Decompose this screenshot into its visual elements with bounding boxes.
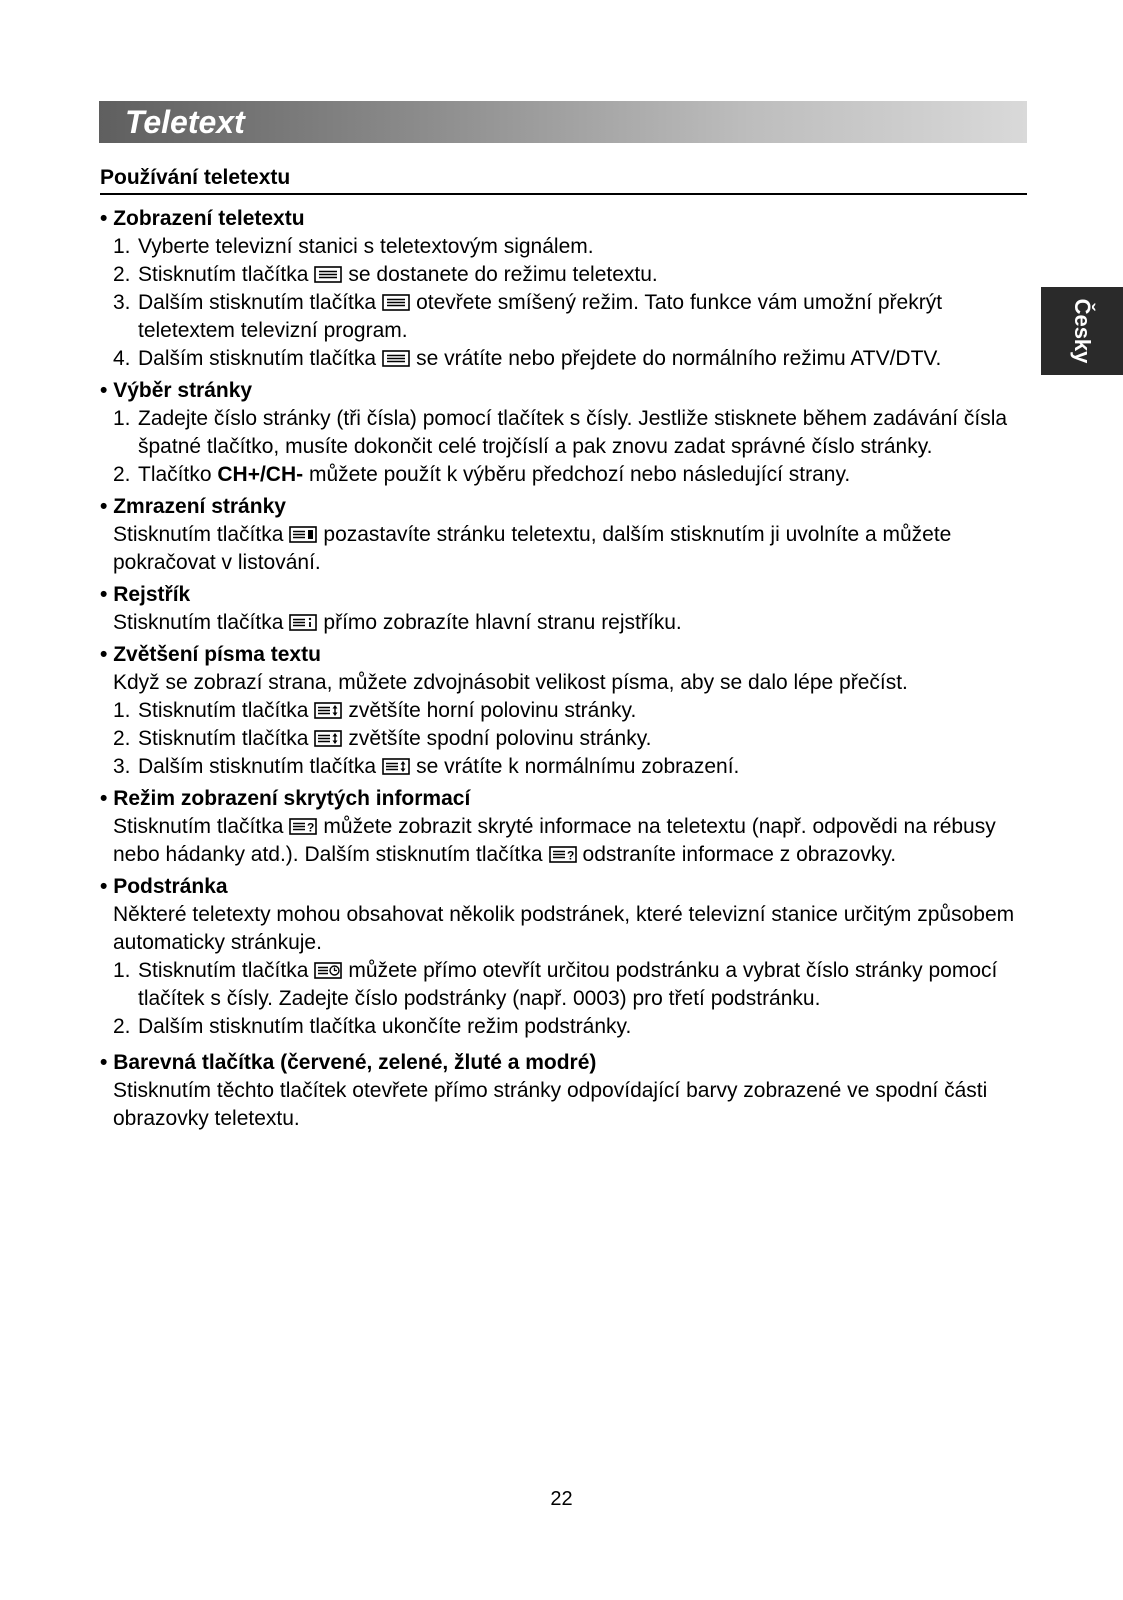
subheading-rejstrik: • Rejstřík — [100, 581, 1030, 609]
teletext-icon — [382, 350, 410, 367]
subheading-zmrazeni: • Zmrazení stránky — [100, 493, 1030, 521]
svg-text:?: ? — [566, 848, 574, 863]
teletext-icon — [314, 266, 342, 283]
list-item: 4. Dalším stisknutím tlačítka se vrátíte nebo přejdete do normálního režimu ATV/DTV. — [113, 347, 942, 370]
subheading-vyber: • Výběr stránky — [100, 377, 1030, 405]
reveal-icon — [289, 818, 317, 835]
size-icon — [382, 758, 410, 775]
list-item: 3. Dalším stisknutím tlačítka se vrátíte k normálnímu zobrazení. — [113, 755, 740, 778]
list-item: 2. Tlačítko CH+/CH- můžete použít k výběru předchozí nebo následující strany. — [113, 463, 851, 486]
subheading-zobrazeni: • Zobrazení teletextu — [100, 205, 1030, 233]
hold-icon — [289, 526, 317, 543]
page-number: 22 — [550, 1488, 573, 1510]
paragraph: Stisknutím tlačítka přímo zobrazíte hlavní stranu rejstříku. — [113, 611, 682, 634]
subheading-zvetseni: • Zvětšení písma textu — [100, 641, 1030, 669]
paragraph: Stisknutím tlačítka ? můžete zobrazit skryté informace na teletextu (např. odpovědi na rébusy nebo hádanky atd.). Dalším stisknutím tlačítka ? odstraníte informace z obrazovky. — [113, 815, 996, 866]
list-item: 1. Vyberte televizní stanici s teletextovým signálem. — [113, 235, 594, 258]
size-icon — [314, 730, 342, 747]
subheading-podstranka: • Podstránka — [100, 873, 1030, 901]
subpage-icon — [314, 962, 342, 979]
list-item: 2. Stisknutím tlačítka zvětšíte spodní polovinu stránky. — [113, 727, 652, 750]
paragraph: Stisknutím těchto tlačítek otevřete přímo stránky odpovídající barvy zobrazené ve spodní části obrazovky teletextu. — [113, 1079, 988, 1130]
list-item: 1. Stisknutím tlačítka zvětšíte horní polovinu stránky. — [113, 699, 637, 722]
index-icon — [289, 614, 317, 631]
subheading-barevna: • Barevná tlačítka (červené, zelené, žluté a modré) — [100, 1049, 1030, 1077]
section-heading: Používání teletextu — [100, 164, 1027, 195]
list-item: 1. Zadejte číslo stránky (tři čísla) pomocí tlačítek s čísly. Jestliže stisknete během zadávání čísla špatné tlačítko, musíte dokončit celé trojčíslí a pak znovu zadat správné číslo stránky. — [113, 407, 1008, 458]
page-title: Teletext — [125, 104, 245, 140]
paragraph: Když se zobrazí strana, můžete zdvojnásobit velikost písma, aby se dalo lépe přečíst. — [113, 671, 908, 694]
list-item: 2. Stisknutím tlačítka se dostanete do režimu teletextu. — [113, 263, 658, 286]
subheading-skryte: • Režim zobrazení skrytých informací — [100, 785, 1030, 813]
title-bar — [99, 101, 1027, 143]
paragraph: Stisknutím tlačítka pozastavíte stránku teletextu, dalším stisknutím ji uvolníte a můžete pokračovat v listování. — [113, 523, 952, 574]
svg-text:?: ? — [307, 820, 315, 835]
content — [100, 201, 1030, 1133]
paragraph: Některé teletexty mohou obsahovat několik podstránek, které televizní stanice určitým způsobem automaticky stránkuje. — [113, 903, 1015, 954]
list-item: 3. Dalším stisknutím tlačítka otevřete smíšený režim. Tato funkce vám umožní překrýt teletextem televizní program. — [113, 291, 943, 342]
size-icon — [314, 702, 342, 719]
language-tab-label: Česky — [1070, 298, 1095, 364]
list-item: 1. Stisknutím tlačítka můžete přímo otevřít určitou podstránku a vybrat číslo stránky pomocí tlačítek s čísly. Zadejte číslo podstránky (např. 0003) pro třetí podstránku. — [113, 959, 998, 1010]
teletext-icon — [382, 294, 410, 311]
reveal-icon — [549, 846, 577, 863]
language-tab — [1041, 287, 1123, 375]
list-item: 2. Dalším stisknutím tlačítka ukončíte režim podstránky. — [113, 1015, 632, 1038]
